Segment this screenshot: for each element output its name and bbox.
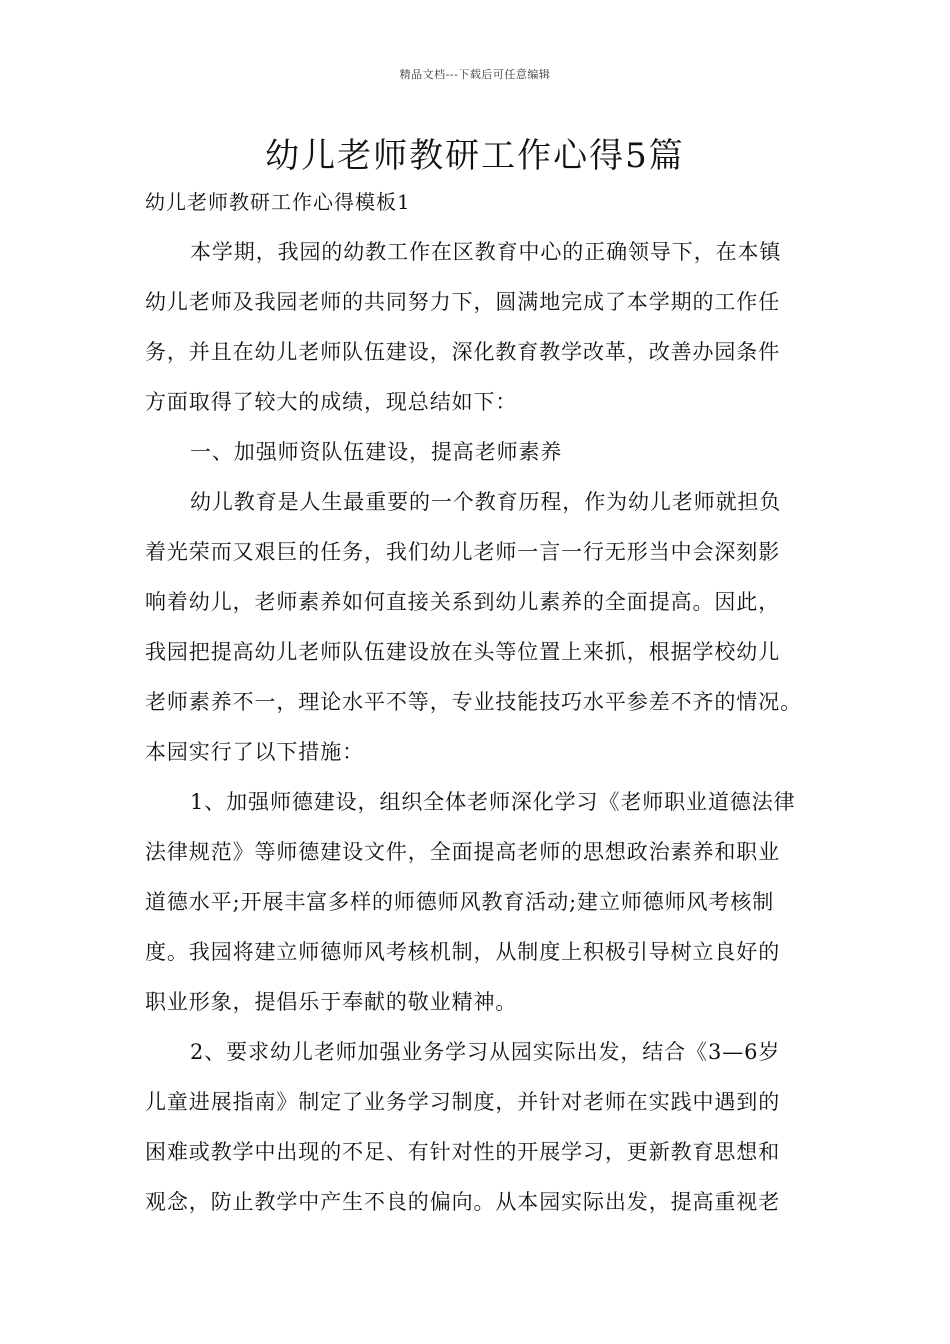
- body-line: 我园把提高幼儿老师队伍建设放在头等位置上来抓，根据学校幼儿: [145, 640, 781, 664]
- body-line: 道德水平;开展丰富多样的师德师风教育活动;建立师德师风考核制: [145, 890, 775, 914]
- body-line: 本学期，我园的幼教工作在区教育中心的正确领导下，在本镇: [190, 240, 782, 264]
- section-heading: 一、加强师资队伍建设，提高老师素养: [190, 440, 563, 464]
- body-line: 观念，防止教学中产生不良的偏向。从本园实际出发，提高重视老: [145, 1190, 781, 1214]
- body-line: 困难或教学中出现的不足、有针对性的开展学习，更新教育思想和: [145, 1140, 781, 1164]
- body-line: 响着幼儿，老师素养如何直接关系到幼儿素养的全面提高。因此，: [145, 590, 781, 614]
- body-line: 本园实行了以下措施：: [145, 740, 364, 764]
- body-line: 1、加强师德建设，组织全体老师深化学习《老师职业道德法律: [190, 790, 796, 814]
- body-line: 法律规范》等师德建设文件，全面提高老师的思想政治素养和职业: [145, 840, 781, 864]
- body-line: 度。我园将建立师德师风考核机制，从制度上积极引导树立良好的: [145, 940, 781, 964]
- body-line: 职业形象，提倡乐于奉献的敬业精神。: [145, 990, 518, 1014]
- document-title: 幼儿老师教研工作心得5篇: [265, 136, 685, 176]
- body-line: 务，并且在幼儿老师队伍建设，深化教育教学改革，改善办园条件: [145, 340, 781, 364]
- body-line: 方面取得了较大的成绩，现总结如下：: [145, 390, 518, 414]
- body-line: 着光荣而又艰巨的任务，我们幼儿老师一言一行无形当中会深刻影: [145, 540, 781, 564]
- body-line: 儿童进展指南》制定了业务学习制度，并针对老师在实践中遇到的: [145, 1090, 781, 1114]
- header-note: 精品文档---下载后可任意编辑: [399, 68, 551, 81]
- body-line: 2、要求幼儿老师加强业务学习从园实际出发，结合《3—6岁: [190, 1040, 781, 1064]
- document-subtitle: 幼儿老师教研工作心得模板1: [145, 190, 411, 214]
- body-line: 老师素养不一，理论水平不等，专业技能技巧水平参差不齐的情况。: [145, 690, 802, 714]
- body-line: 幼儿教育是人生最重要的一个教育历程，作为幼儿老师就担负: [190, 490, 782, 514]
- body-line: 幼儿老师及我园老师的共同努力下，圆满地完成了本学期的工作任: [145, 290, 781, 314]
